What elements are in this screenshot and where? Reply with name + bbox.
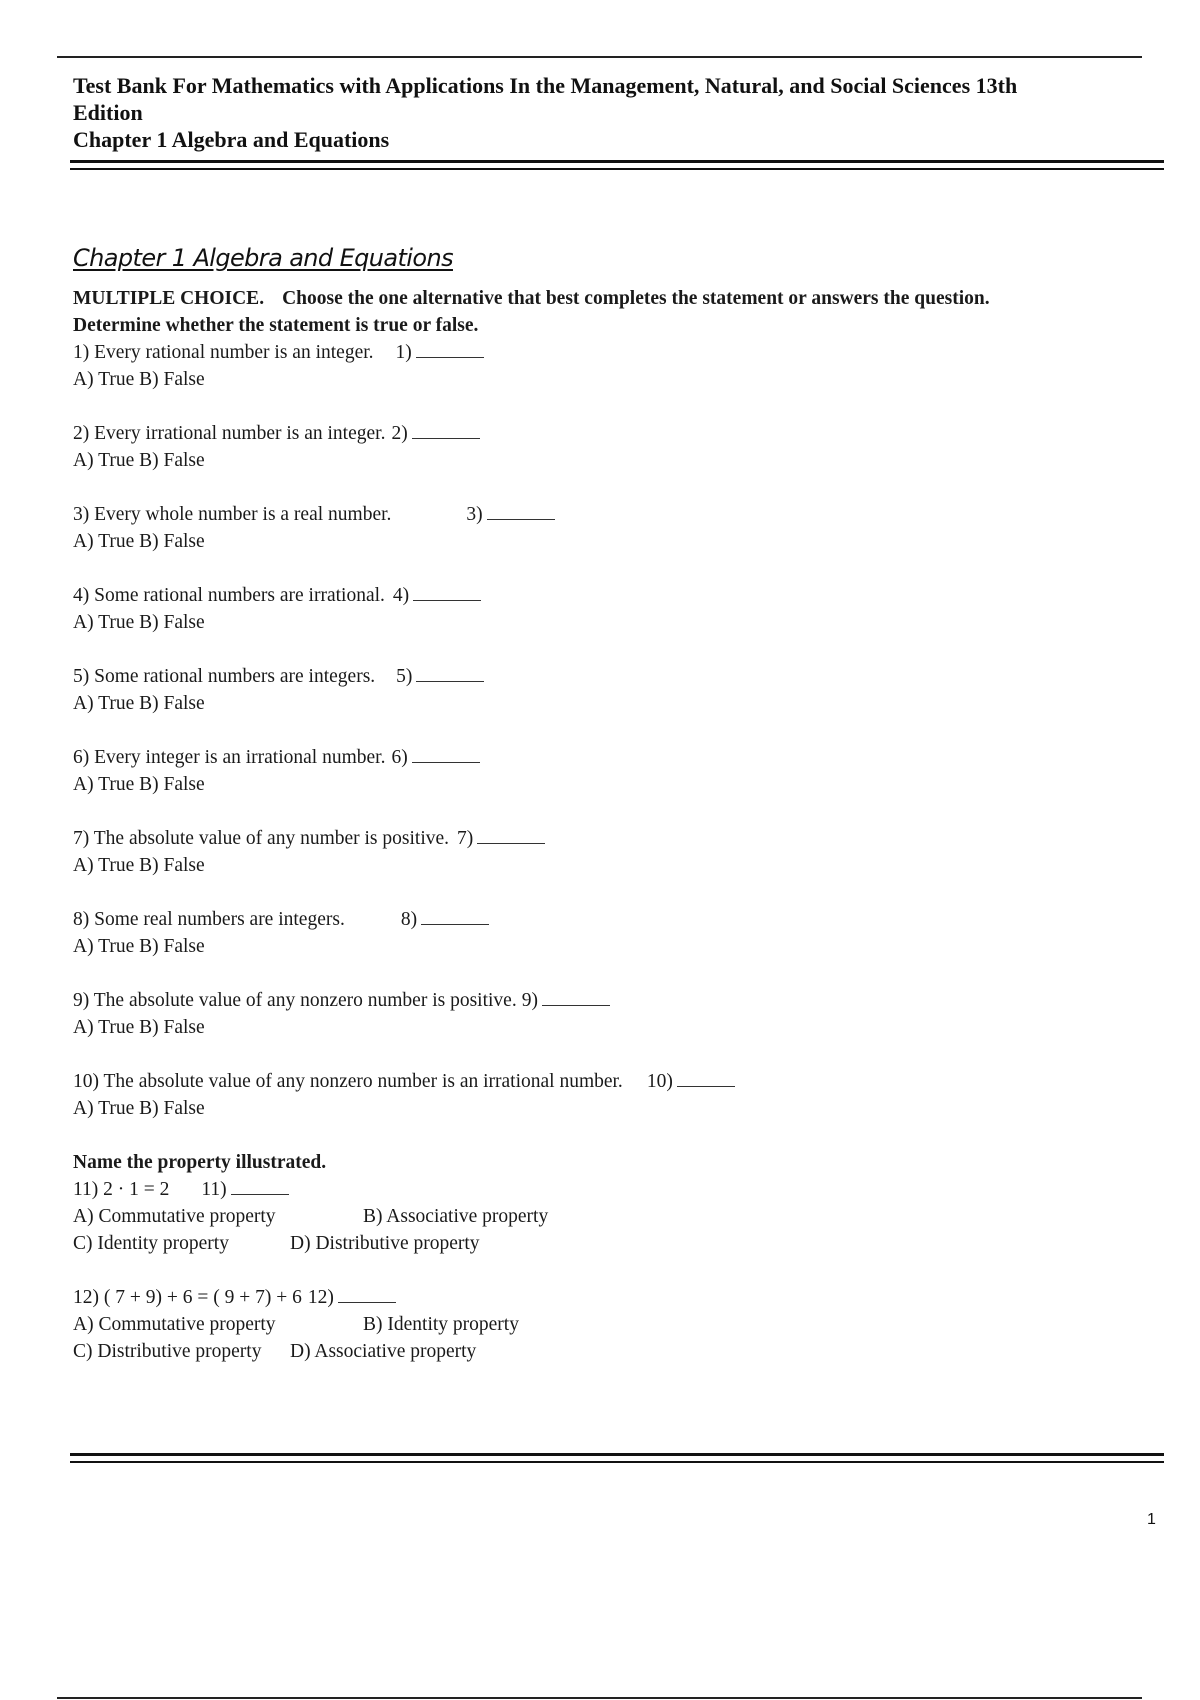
chapter-title: Chapter 1 Algebra and Equations	[73, 244, 453, 272]
answer-blank	[338, 1284, 396, 1303]
option-c: C) Identity property	[73, 1233, 229, 1254]
question-number: 3)	[466, 504, 483, 525]
question-number: 9)	[521, 990, 538, 1011]
header-double-rule	[70, 160, 1164, 170]
question-options: A) True B) False	[73, 531, 205, 552]
question-text: 2) Every irrational number is an integer.	[73, 423, 386, 444]
question-options: A) True B) False	[73, 936, 205, 957]
question-number: 6)	[391, 747, 408, 768]
option-d: D) Distributive property	[290, 1233, 480, 1254]
option-a: A) Commutative property	[73, 1314, 276, 1335]
question-item	[73, 420, 1163, 474]
question-body	[73, 285, 1163, 1365]
instructions-text: Choose the one alternative that best completes the statement or answers the question.	[282, 288, 990, 309]
question-number: 5)	[396, 666, 413, 687]
page-number: 1	[1147, 1511, 1156, 1528]
top-rule	[57, 56, 1142, 58]
question-text: 8) Some real numbers are integers.	[73, 909, 345, 930]
answer-blank	[421, 906, 489, 925]
answer-blank	[477, 825, 545, 844]
answer-blank	[677, 1068, 735, 1087]
option-b: B) Associative property	[363, 1206, 549, 1227]
question-options: A) True B) False	[73, 693, 205, 714]
header-chapter-line: Chapter 1 Algebra and Equations	[73, 127, 390, 152]
question-item	[73, 582, 1163, 636]
question-number: 8)	[400, 909, 418, 930]
option-a: A) Commutative property	[73, 1206, 276, 1227]
question-number: 4)	[392, 585, 410, 606]
option-d: D) Associative property	[290, 1341, 477, 1362]
question-item	[73, 1068, 1163, 1122]
question-options	[73, 1338, 1163, 1365]
question-item	[73, 501, 1163, 555]
answer-blank	[416, 663, 484, 682]
question-item	[73, 825, 1163, 879]
question-item	[73, 987, 1163, 1041]
question-text: 9) The absolute value of any nonzero number is positive.	[73, 990, 517, 1011]
question-item	[73, 1176, 1163, 1257]
question-options: A) True B) False	[73, 450, 205, 471]
question-text: 5) Some rational numbers are integers.	[73, 666, 376, 687]
question-text: 7) The absolute value of any number is positive.	[73, 828, 450, 849]
question-number: 7)	[457, 828, 474, 849]
header-title-line-2: Edition	[73, 100, 143, 125]
question-text: 12) ( 7 + 9) + 6 = ( 9 + 7) + 6	[73, 1287, 302, 1308]
question-options	[73, 1230, 1163, 1257]
question-options: A) True B) False	[73, 774, 205, 795]
instructions-lead: MULTIPLE CHOICE.	[73, 288, 265, 309]
question-text: 4) Some rational numbers are irrational.	[73, 585, 385, 606]
question-options	[73, 1311, 1163, 1338]
question-text: 1) Every rational number is an integer.	[73, 342, 374, 363]
section-heading-true-false: Determine whether the statement is true or false.	[73, 315, 479, 336]
answer-blank	[412, 744, 480, 763]
document-header	[73, 72, 1163, 153]
question-item	[73, 663, 1163, 717]
question-item	[73, 906, 1163, 960]
question-number: 12)	[307, 1287, 334, 1308]
option-c: C) Distributive property	[73, 1341, 262, 1362]
instructions	[73, 285, 1163, 312]
answer-blank	[413, 582, 481, 601]
question-text: 11) 2 · 1 = 2	[73, 1179, 170, 1200]
answer-blank	[412, 420, 480, 439]
question-item	[73, 744, 1163, 798]
option-b: B) Identity property	[363, 1314, 519, 1335]
question-number: 1)	[395, 342, 412, 363]
question-options	[73, 1203, 1163, 1230]
section-heading-properties: Name the property illustrated.	[73, 1152, 327, 1173]
question-text: 10) The absolute value of any nonzero number is an irrational number.	[73, 1071, 623, 1092]
answer-blank	[487, 501, 555, 520]
question-number: 10)	[646, 1071, 673, 1092]
bottom-rule	[57, 1697, 1142, 1699]
question-options: A) True B) False	[73, 612, 205, 633]
question-text: 6) Every integer is an irrational number.	[73, 747, 386, 768]
question-text: 3) Every whole number is a real number.	[73, 504, 392, 525]
answer-blank	[231, 1176, 289, 1195]
question-item	[73, 1284, 1163, 1365]
question-options: A) True B) False	[73, 369, 205, 390]
footer-double-rule	[70, 1453, 1164, 1463]
question-options: A) True B) False	[73, 1098, 205, 1119]
answer-blank	[416, 339, 484, 358]
question-options: A) True B) False	[73, 1017, 205, 1038]
question-options: A) True B) False	[73, 855, 205, 876]
question-number: 11)	[201, 1179, 227, 1200]
question-number: 2)	[391, 423, 408, 444]
question-item	[73, 339, 1163, 393]
answer-blank	[542, 987, 610, 1006]
header-title-line-1: Test Bank For Mathematics with Applications In the Management, Natural, and Social Sciences 13th	[73, 73, 1018, 98]
